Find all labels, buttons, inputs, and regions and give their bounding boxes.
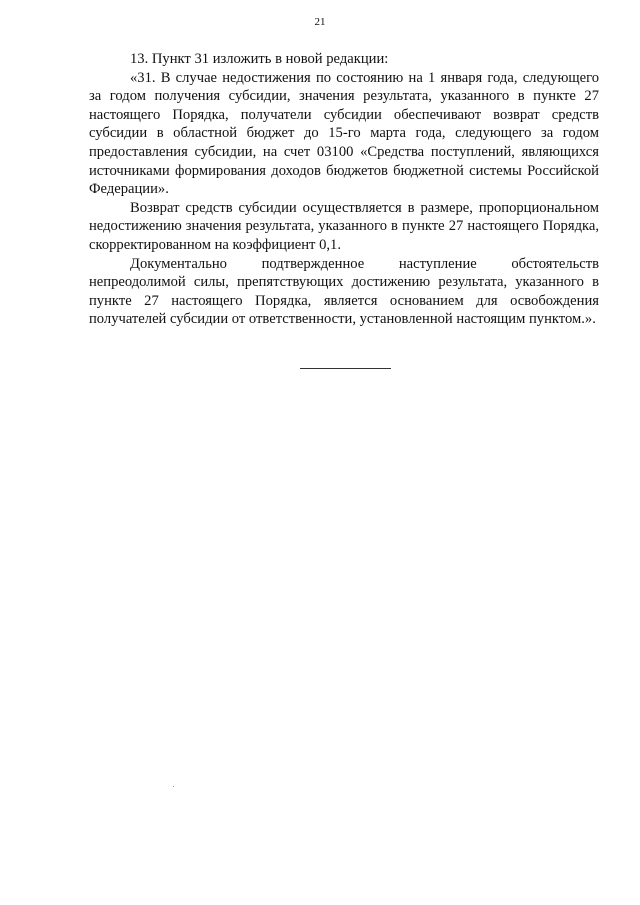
page-number: 21 [314, 16, 326, 28]
paragraph-force-majeure: Документально подтвержденное наступление обстоятельств непреодолимой силы, препятствующих достижению результата, указанного в пункте 27 настоящего Порядка, является основанием для освобождения получателей субсидии от ответственности, установленной настоящим пунктом.». [89, 255, 599, 328]
document-body [89, 50, 599, 329]
end-separator-line [300, 368, 391, 369]
paragraph-clause-31: «31. В случае недостижения по состоянию на 1 января года, следующего за годом получения субсидии, значения результата, указанного в пункте 27 настоящего Порядка, получатели субсидии обеспечивают возврат средств субсидии в областной бюджет до 15-го марта года, следующего за годом предоставления субсидии, на счет 03100 «Средства поступлений, являющихся источниками формирования доходов бюджетов бюджетной системы Российской Федерации». [89, 69, 599, 198]
paragraph-refund-amount: Возврат средств субсидии осуществляется в размере, пропорциональном недостижению значения результата, указанного в пункте 27 настоящего Порядка, скорректированном на коэффициент 0,1. [89, 199, 599, 253]
scan-speck [173, 786, 174, 787]
paragraph-amendment-intro: 13. Пункт 31 изложить в новой редакции: [130, 51, 389, 67]
